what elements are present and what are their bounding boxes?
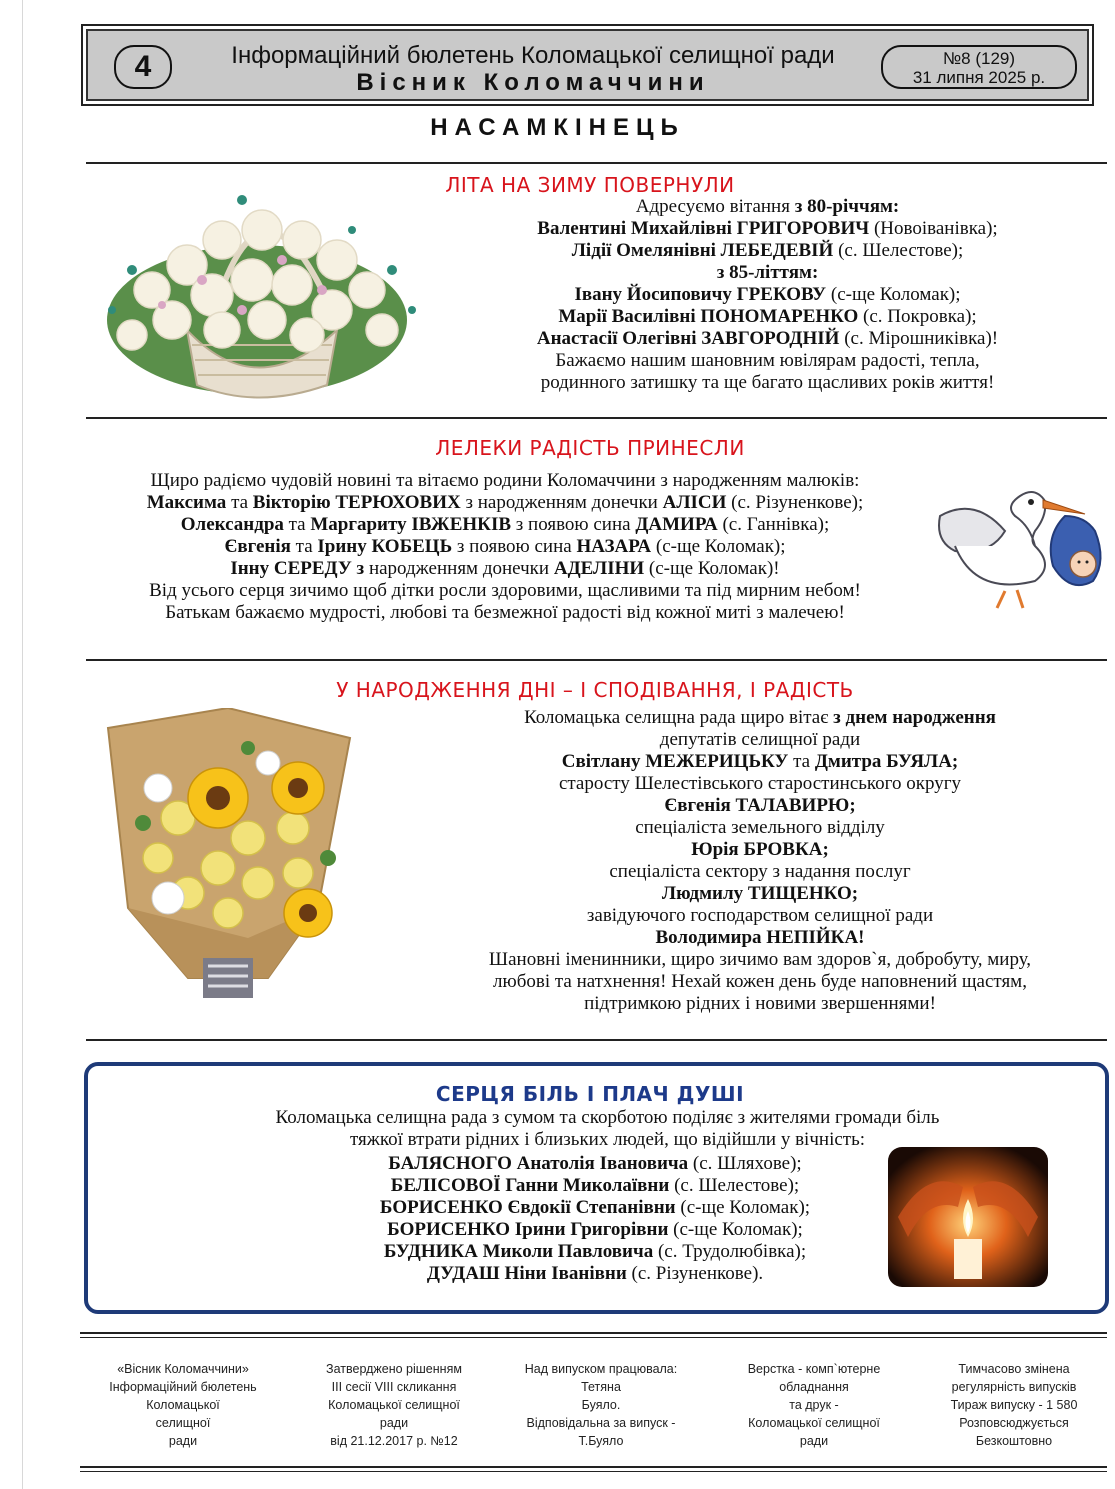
person-name: Валентині Михайлівні ГРИГОРОВИЧ	[537, 218, 870, 239]
parent-name: Олександра	[180, 514, 284, 535]
footer-line: селищної	[155, 1416, 211, 1430]
footer-col-publication	[88, 1360, 278, 1450]
divider	[86, 162, 1107, 164]
birthdays-text	[425, 707, 1095, 1015]
divider	[86, 417, 1107, 419]
list-item	[460, 218, 1075, 240]
child-name: АДЕЛІНИ	[553, 558, 645, 579]
parent-name: Маргариту ІВЖЕНКІВ	[310, 514, 512, 535]
footer-divider	[80, 1337, 1107, 1338]
person-place: (с. Шелестове);	[833, 240, 964, 261]
footer-line: Коломацької селищної	[328, 1398, 460, 1412]
footer-line: Коломацької	[146, 1398, 220, 1412]
person-place: (с. Трудолюбівка);	[653, 1241, 807, 1262]
condolences-list	[245, 1153, 945, 1285]
parent-name: Вікторію ТЕРЮХОВИХ	[252, 492, 461, 513]
child-name: ДАМИРА	[635, 514, 718, 535]
person-name: Юрія БРОВКА;	[691, 839, 829, 860]
role-line: спеціаліста сектору з надання послуг	[609, 861, 911, 882]
person-place: (Новоіванівка);	[869, 218, 998, 239]
person-place: (с-ще Коломак)!	[644, 558, 780, 579]
section-heading: НАСАМКІНЕЦЬ	[430, 114, 685, 141]
parent-name: Інну СЕРЕДУ з	[230, 558, 365, 579]
person-name: Дмитра БУЯЛА;	[814, 751, 959, 772]
list-item	[460, 240, 1075, 262]
footer-line: обладнання	[779, 1380, 849, 1394]
births-intro: Щиро радіємо чудовій новині та вітаємо родини Коломаччини з народженням малюків:	[150, 470, 860, 491]
footer-line: ради	[799, 1434, 829, 1448]
child-name: АЛІСИ	[662, 492, 727, 513]
role-line: депутатів селищної ради	[659, 729, 861, 750]
list-item	[245, 1241, 945, 1263]
list-item	[70, 536, 940, 558]
person-place: (с. Шляхове);	[688, 1153, 802, 1174]
condolences-intro	[125, 1107, 1090, 1151]
footer-divider	[80, 1466, 1107, 1468]
list-item	[245, 1263, 945, 1285]
child-name: НАЗАРА	[576, 536, 652, 557]
footer-line: Безкоштовно	[975, 1434, 1053, 1448]
wish-line: Бажаємо нашим шановним ювілярам радості, тепла,	[555, 350, 980, 371]
connector: з появою сина	[452, 536, 577, 557]
person-name: Лідії Омелянівні ЛЕБЕДЕВІЙ	[571, 240, 834, 261]
page-number: 4	[114, 45, 172, 89]
person-place: (с. Шелестове);	[669, 1175, 800, 1196]
anniversary-85-heading: з 85-літтям:	[716, 262, 819, 283]
person-name: Євгенія ТАЛАВИРЮ;	[664, 795, 856, 816]
masthead-inner	[86, 29, 1089, 101]
footer-line: та друк -	[789, 1398, 839, 1412]
birthdays-intro	[425, 707, 1095, 729]
person-place: (с-ще Коломак);	[826, 284, 961, 305]
person-name: БОРИСЕНКО Ірини Григорівни	[387, 1219, 669, 1240]
wish-line: Батькам бажаємо мудрості, любові та безмежної радості від кожної миті з малечею!	[165, 602, 845, 623]
bulletin-name: Вісник Коломаччини	[356, 69, 710, 96]
stork-image	[935, 486, 1111, 612]
footer-col-circulation	[918, 1360, 1110, 1450]
issue-box	[881, 45, 1077, 89]
footer-line: Тимчасово змінена	[958, 1362, 1070, 1376]
condolences-intro-line: Коломацька селищна рада з сумом та скорботою поділяє з жителями громади біль	[275, 1107, 940, 1128]
person-name: Людмилу ТИЩЕНКО;	[661, 883, 859, 904]
person-name: Світлану МЕЖЕРИЦЬКУ	[561, 751, 789, 772]
person-name: ДУДАШ Ніни Іванівни	[426, 1263, 627, 1284]
list-item	[460, 328, 1075, 350]
divider	[86, 659, 1107, 661]
role-line: старосту Шелестівського старостинського округу	[558, 773, 962, 794]
footer-line: Т.Буяло	[578, 1434, 624, 1448]
footer-line: Тираж випуску - 1 580	[950, 1398, 1078, 1412]
list-item	[245, 1197, 945, 1219]
footer-divider	[80, 1332, 1107, 1334]
footer-line: Розповсюджується	[959, 1416, 1069, 1430]
divider	[86, 1039, 1107, 1041]
footer-divider	[80, 1471, 1107, 1472]
wish-line: підтримкою рідних і новими звершеннями!	[584, 993, 936, 1014]
bulletin-title: Інформаційний бюлетень Коломацької селищної ради	[231, 42, 835, 69]
parent-name: Максима	[146, 492, 227, 513]
footer-line: регулярність випусків	[951, 1380, 1077, 1394]
footer-col-editor	[505, 1360, 697, 1450]
person-place: (с. Різуненкове);	[726, 492, 864, 513]
person-name: БУДНИКА Миколи Павловича	[383, 1241, 654, 1262]
parent-name: Ірину КОБЕЦЬ	[317, 536, 453, 557]
person-name: БЕЛІСОВОЇ Ганни Миколаївни	[390, 1175, 670, 1196]
masthead	[81, 24, 1094, 106]
anniversaries-title: ЛІТА НА ЗИМУ ПОВЕРНУЛИ	[445, 173, 735, 197]
footer-line: «Вісник Коломаччини»	[117, 1362, 249, 1376]
footer-line: ради	[379, 1416, 409, 1430]
parent-name: Євгенія	[224, 536, 291, 557]
connector: з народженням донечки	[460, 492, 663, 513]
person-place: (с-ще Коломак);	[651, 536, 786, 557]
list-item	[460, 284, 1075, 306]
footer-line: ІІІ сесії VIII скликання	[331, 1380, 457, 1394]
connector: з появою сина	[511, 514, 636, 535]
list-item	[245, 1219, 945, 1241]
person-name: Анастасії Олегівні ЗАВГОРОДНІЙ	[536, 328, 840, 349]
person-place: (с-ще Коломак);	[675, 1197, 811, 1218]
wish-line: любові та натхнення! Нехай кожен день буде наповнений щастям,	[493, 971, 1027, 992]
wish-line: родинного затишку та ще багато щасливих років життя!	[540, 372, 995, 393]
condolences-intro-line: тяжкої втрати рідних і близьких людей, що відійшли у вічність:	[349, 1129, 866, 1150]
footer-line: Інформаційний бюлетень	[109, 1380, 257, 1394]
connector: та	[226, 492, 253, 513]
list-item	[245, 1153, 945, 1175]
births-title: ЛЕЛЕКИ РАДІСТЬ ПРИНЕСЛИ	[435, 436, 745, 460]
role-line: спеціаліста земельного відділу	[635, 817, 885, 838]
condolences-title: СЕРЦЯ БІЛЬ І ПЛАЧ ДУШІ	[435, 1082, 745, 1106]
anniversaries-text	[460, 196, 1075, 394]
connector: та	[788, 751, 815, 772]
footer-line: Верстка - комп`ютерне	[747, 1362, 881, 1376]
person-place: (с. Мірошниківка)!	[839, 328, 999, 349]
footer-line: від 21.12.2017 р. №12	[330, 1434, 458, 1448]
person-place: (с. Різуненкове).	[626, 1263, 764, 1284]
page-edge-line	[22, 0, 23, 1489]
wish-line: Від усього серця зичимо щоб дітки росли здоровими, щасливими та під мирним небом!	[149, 580, 861, 601]
wish-line: Шановні іменинники, щиро зичимо вам здоров`я, добробуту, миру,	[488, 949, 1032, 970]
candle-image	[888, 1147, 1048, 1287]
person-place: (с. Покровка);	[858, 306, 977, 327]
role-line: завідуючого господарством селищної ради	[586, 905, 934, 926]
footer-line: Затверджено рішенням	[326, 1362, 462, 1376]
list-item	[70, 492, 940, 514]
footer-line: ради	[168, 1434, 198, 1448]
intro-bold: з днем народження	[833, 707, 996, 728]
issue-number: №8 (129)	[942, 49, 1016, 68]
connector: народженням донечки	[364, 558, 554, 579]
person-place: (с-ще Коломак);	[668, 1219, 803, 1240]
footer-line: Над випуском працювала:	[524, 1362, 678, 1376]
connector: та	[283, 514, 311, 535]
list-item	[425, 751, 1095, 773]
footer-col-layout	[718, 1360, 910, 1450]
footer-col-approval	[298, 1360, 490, 1450]
connector: та	[290, 536, 318, 557]
intro-bold: з 80-річчям:	[794, 196, 900, 217]
person-name: БАЛЯСНОГО Анатолія Івановича	[388, 1153, 689, 1174]
list-item	[70, 514, 940, 536]
sunflower-bouquet-image	[98, 708, 360, 1020]
anniversaries-intro	[460, 196, 1075, 218]
person-name: Івану Йосиповичу ГРЕКОВУ	[574, 284, 827, 305]
births-text	[70, 470, 940, 624]
flower-basket-image	[92, 170, 422, 406]
person-name: БОРИСЕНКО Євдокії Степанівни	[379, 1197, 676, 1218]
footer-line: Тетяна	[581, 1380, 621, 1394]
list-item	[245, 1175, 945, 1197]
issue-date: 31 липня 2025 р.	[912, 68, 1046, 87]
footer-line: Відповідальна за випуск -	[526, 1416, 676, 1430]
birthdays-title: У НАРОДЖЕННЯ ДНІ – І СПОДІВАННЯ, І РАДІСТЬ	[336, 678, 854, 702]
intro-text: Адресуємо вітання	[635, 196, 795, 217]
list-item	[70, 558, 940, 580]
person-name: Марії Василівні ПОНОМАРЕНКО	[558, 306, 859, 327]
intro-text: Коломацька селищна рада щиро вітає	[524, 707, 834, 728]
footer-line: Коломацької селищної	[748, 1416, 880, 1430]
person-name: Володимира НЕПІЙКА!	[655, 927, 865, 948]
footer-line: Буяло.	[581, 1398, 621, 1412]
list-item	[460, 306, 1075, 328]
person-place: (с. Ганнівка);	[717, 514, 830, 535]
